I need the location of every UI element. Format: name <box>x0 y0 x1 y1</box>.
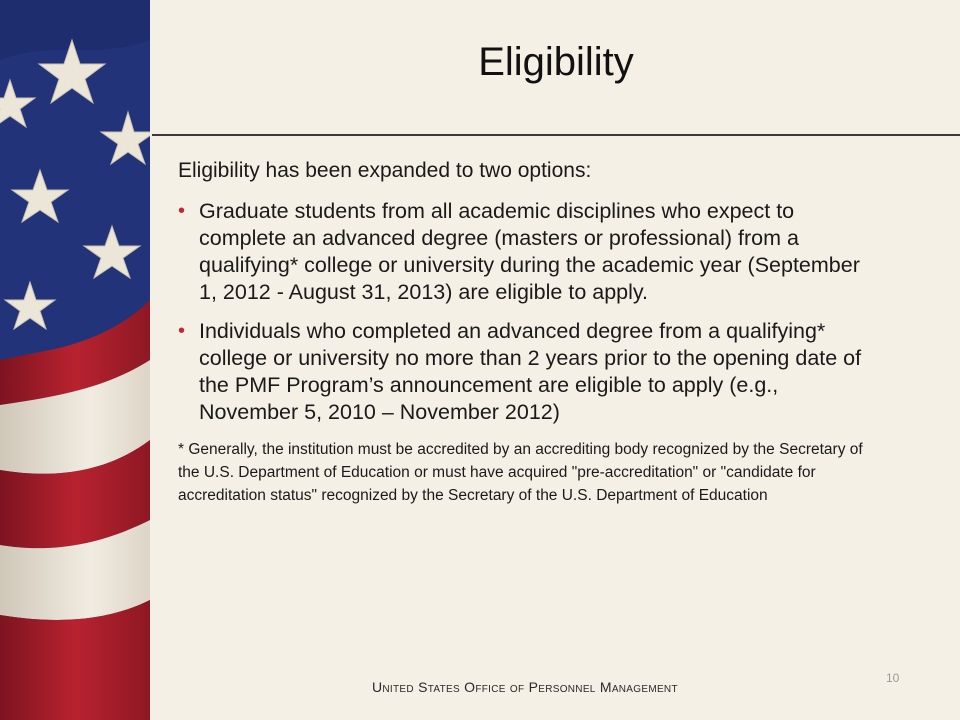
page-number: 10 <box>886 671 900 685</box>
american-flag-graphic <box>0 0 150 720</box>
flag-image <box>0 0 150 720</box>
intro-text: Eligibility has been expanded to two options: <box>178 159 592 182</box>
eligibility-options-list <box>178 198 878 426</box>
footnote: * Generally, the institution must be accredited by an accrediting body recognized by the Secretary of the U.S. Department of Education or must have acquired "pre-accreditation" or "candidate for accreditation status" recognized by the Secretary of the U.S. Department of Education <box>178 441 863 504</box>
slide-title: Eligibility <box>478 40 634 84</box>
bullet-text: Individuals who completed an advanced degree from a qualifying* college or university no more than 2 years prior to the opening date of the PMF Program’s announcement are eligible to apply (e.g., November 5, 2010 – November 2012) <box>199 319 862 424</box>
title-divider <box>152 134 960 136</box>
bullet-text: Graduate students from all academic disciplines who expect to complete an advanced degree (masters or professional) from a qualifying* college or university during the academic year (September 1, 2012 - August 31, 2013) are eligible to apply. <box>199 199 860 304</box>
bullet-item-graduate-students <box>178 198 878 306</box>
bullet-item-recent-graduates <box>178 318 878 426</box>
bullet-icon: • <box>178 200 186 222</box>
bullet-icon: • <box>178 320 186 342</box>
office-name-footer: United States Office of Personnel Management <box>372 679 678 695</box>
slide-content <box>178 158 878 507</box>
